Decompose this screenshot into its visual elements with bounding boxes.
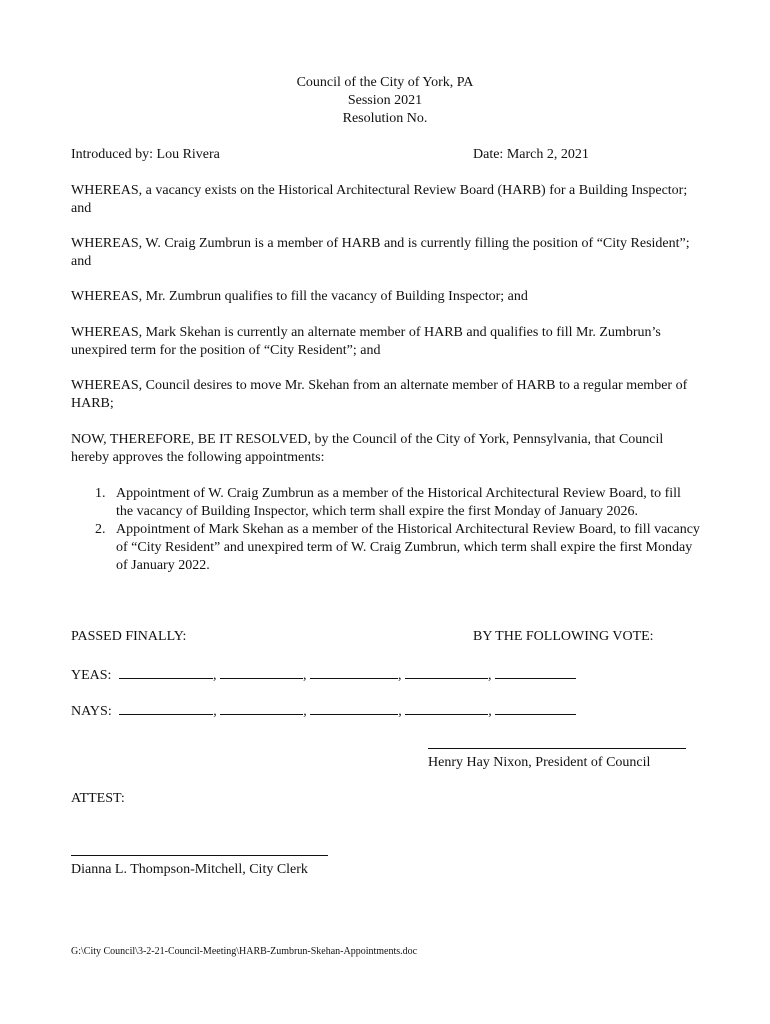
nays-label: NAYS:	[71, 704, 112, 719]
nays-separator: ,	[213, 704, 217, 719]
council-name: Council of the City of York, PA	[296, 75, 474, 90]
yeas-label: YEAS:	[71, 668, 112, 683]
resolution-number: Resolution No.	[342, 111, 428, 126]
nays-separator: ,	[303, 704, 307, 719]
file-path-footer: G:\City Council\3-2-21-Council-Meeting\HARB-Zumbrun-Skehan-Appointments.doc	[71, 946, 418, 957]
introduced-by: Introduced by: Lou Rivera	[71, 147, 220, 162]
appointment-text: Appointment of Mark Skehan as a member of the Historical Architectural Review Board, to fill vacancy of “City Resident” and unexpired term of W. Craig Zumbrun, which term shall expire the first Monday of January 2022.	[116, 522, 700, 573]
nays-blank	[310, 700, 398, 715]
appointment-item	[95, 521, 700, 575]
whereas-clause-3: WHEREAS, Mr. Zumbrun qualifies to fill the vacancy of Building Inspector; and	[71, 289, 528, 304]
nays-row	[71, 700, 691, 721]
yeas-separator: ,	[397, 668, 402, 683]
yeas-separator: ,	[487, 668, 492, 683]
whereas-clause-4: WHEREAS, Mark Skehan is currently an alternate member of HARB and qualifies to fill Mr. Zumbrun’s unexpired term for the position of “City Resident”; and	[71, 325, 661, 358]
nays-blank	[405, 700, 488, 715]
yeas-blank	[310, 664, 398, 679]
president-name: Henry Hay Nixon, President of Council	[428, 755, 651, 770]
whereas-clause-5: WHEREAS, Council desires to move Mr. Skehan from an alternate member of HARB to a regular member of HARB;	[71, 378, 688, 411]
whereas-clause-1: WHEREAS, a vacancy exists on the Historical Architectural Review Board (HARB) for a Building Inspector; and	[71, 183, 688, 216]
appointments-list	[95, 485, 700, 575]
yeas-blank	[220, 664, 303, 679]
yeas-separator: ,	[212, 668, 217, 683]
clerk-signature-line	[71, 855, 328, 856]
resolved-clause: NOW, THEREFORE, BE IT RESOLVED, by the Council of the City of York, Pennsylvania, that Council hereby approves the following appointments:	[71, 432, 664, 465]
resolution-date: Date: March 2, 2021	[473, 147, 589, 162]
appointment-item	[95, 485, 700, 521]
appointment-text: Appointment of W. Craig Zumbrun as a member of the Historical Architectural Review Board, to fill the vacancy of Building Inspector, which term shall expire the first Monday of January 2026.	[116, 486, 681, 519]
nays-separator: ,	[488, 704, 492, 719]
attest-label: ATTEST:	[71, 791, 125, 806]
by-following-vote-label: BY THE FOLLOWING VOTE:	[473, 629, 654, 644]
yeas-blank	[405, 664, 488, 679]
yeas-separator: ,	[302, 668, 307, 683]
document-header	[0, 74, 770, 128]
clerk-name: Dianna L. Thompson-Mitchell, City Clerk	[71, 862, 308, 877]
yeas-blank	[495, 664, 576, 679]
nays-blank	[220, 700, 303, 715]
nays-separator: ,	[398, 704, 402, 719]
yeas-blank	[119, 664, 213, 679]
passed-finally-label: PASSED FINALLY:	[71, 629, 187, 644]
whereas-clause-2: WHEREAS, W. Craig Zumbrun is a member of HARB and is currently filling the position of “City Resident”; and	[71, 236, 690, 269]
session-year: Session 2021	[347, 93, 423, 108]
nays-blank	[495, 700, 576, 715]
yeas-row	[71, 664, 691, 685]
appointment-number: 1.	[95, 486, 106, 501]
appointment-number: 2.	[95, 522, 106, 537]
president-signature-line	[428, 748, 686, 749]
nays-blank	[119, 700, 213, 715]
